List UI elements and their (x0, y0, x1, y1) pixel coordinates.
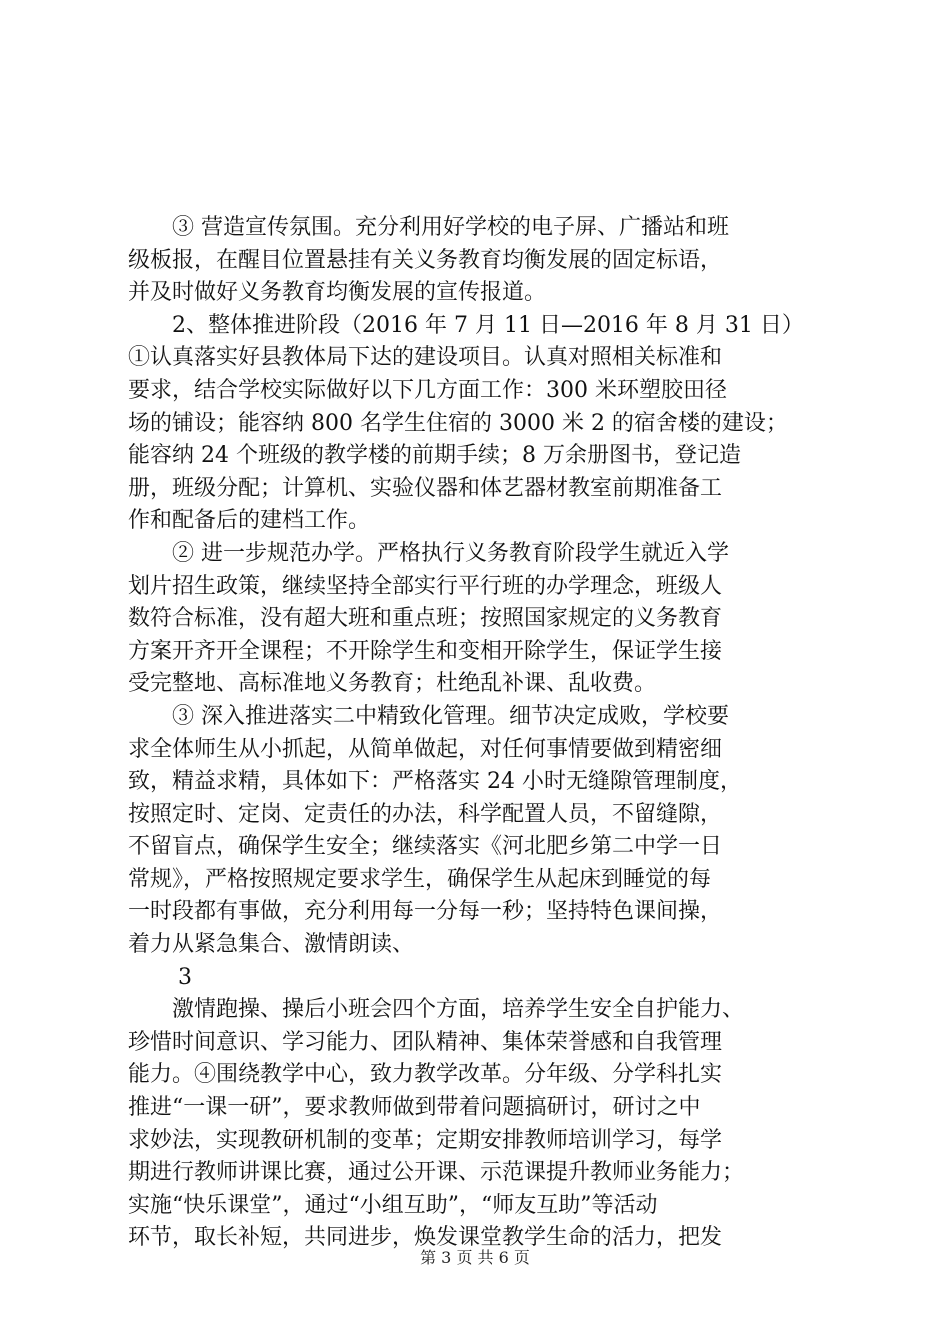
text-line: 受完整地、高标准地义务教育；杜绝乱补课、乱收费。 (128, 671, 657, 697)
text-line: 一时段都有事做，充分利用每一分每一秒；坚持特色课间操， (128, 899, 723, 925)
text-line: 数符合标准，没有超大班和重点班；按照国家规定的义务教育 (128, 606, 723, 632)
text-line: 册，班级分配；计算机、实验仪器和体艺器材教室前期准备工 (128, 475, 723, 501)
text-line: 级板报，在醒目位置悬挂有关义务教育均衡发展的固定标语， (128, 247, 723, 273)
inline-page-number: 3 (178, 964, 192, 990)
page-footer: 第 3 页 共 6 页 (420, 1248, 530, 1267)
text-line: 着力从紧急集合、激情朗读、 (128, 932, 415, 958)
text-line: 不留盲点，确保学生安全；继续落实《河北肥乡第二中学一日 (128, 834, 723, 860)
text-line: 常规》，严格按照规定要求学生，确保学生从起床到睡觉的每 (128, 866, 712, 892)
text-line: 并及时做好义务教育均衡发展的宣传报道。 (128, 280, 547, 306)
text-line: 作和配备后的建档工作。 (128, 508, 371, 534)
text-line: 环节，取长补短，共同进步，焕发课堂教学生命的活力，把发 (128, 1225, 723, 1251)
text-line: 珍惜时间意识、学习能力、团队精神、集体荣誉感和自我管理 (128, 1029, 723, 1055)
text-line: 激情跑操、操后小班会四个方面，培养学生安全自护能力、 (172, 997, 745, 1023)
text-line: ③ 深入推进落实二中精致化管理。细节决定成败，学校要 (172, 703, 729, 729)
body-text (128, 212, 840, 1255)
text-line: 致，精益求精，具体如下：严格落实 24 小时无缝隙管理制度， (128, 769, 742, 795)
text-line: 场的铺设；能容纳 800 名学生住宿的 3000 米 2 的宿舍楼的建设； (128, 410, 788, 436)
text-line: ② 进一步规范办学。严格执行义务教育阶段学生就近入学 (172, 540, 729, 566)
text-line: 划片招生政策，继续坚持全部实行平行班的办学理念，班级人 (128, 573, 723, 599)
text-line: 按照定时、定岗、定责任的办法，科学配置人员，不留缝隙， (128, 801, 723, 827)
text-line: 方案开齐开全课程；不开除学生和变相开除学生，保证学生接 (128, 638, 723, 664)
text-line: 求妙法，实现教研机制的变革；定期安排教师培训学习，每学 (128, 1127, 723, 1153)
text-line: ③ 营造宣传氛围。充分利用好学校的电子屏、广播站和班 (172, 215, 729, 240)
text-line: 推进“一课一研”，要求教师做到带着问题搞研讨，研讨之中 (128, 1095, 701, 1121)
text-line: 要求，结合学校实际做好以下几方面工作：300 米环塑胶田径 (128, 377, 727, 403)
text-line: 求全体师生从小抓起，从简单做起，对任何事情要做到精密细 (128, 736, 723, 762)
section-heading: 2、整体推进阶段（2016 年 7 月 11 日—2016 年 8 月 31 日） (172, 312, 804, 338)
text-line: 能力。④围绕教学中心，致力教学改革。分年级、分学科扎实 (128, 1062, 723, 1088)
text-line: 能容纳 24 个班级的教学楼的前期手续；8 万余册图书，登记造 (128, 443, 741, 469)
text-line: 期进行教师讲课比赛，通过公开课、示范课提升教师业务能力； (128, 1160, 745, 1186)
text-line: ①认真落实好县教体局下达的建设项目。认真对照相关标准和 (128, 345, 723, 371)
text-line: 实施“快乐课堂”，通过“小组互助”，“师友互助”等活动 (128, 1192, 658, 1218)
